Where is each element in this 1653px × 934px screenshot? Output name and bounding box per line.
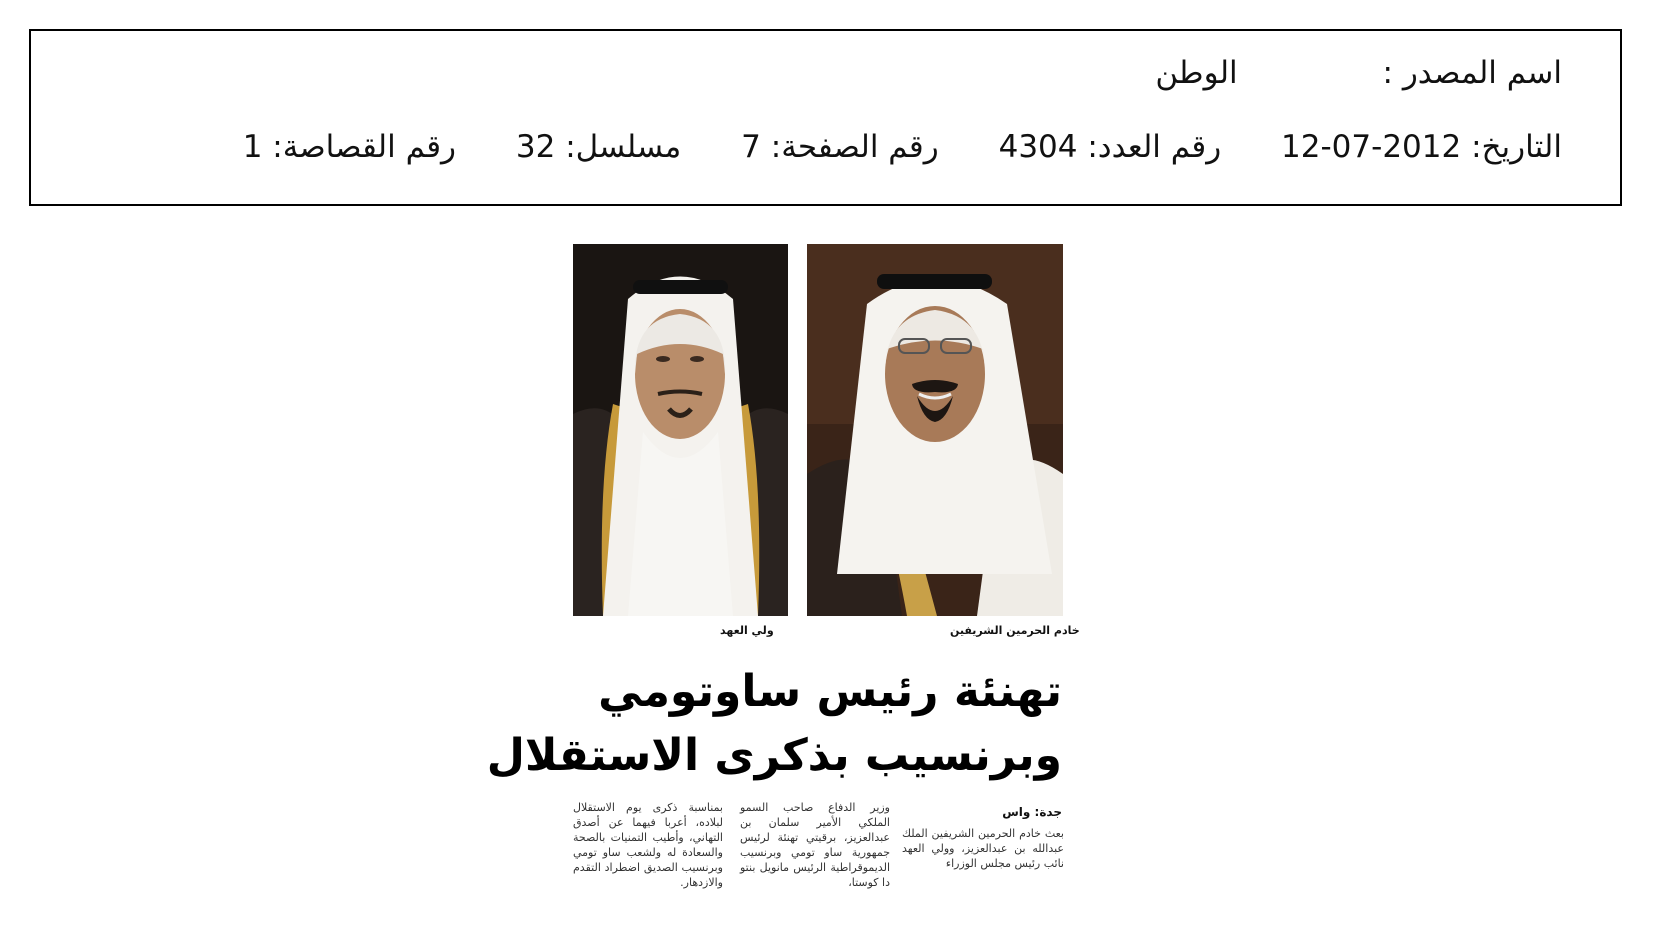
issue-label: رقم العدد: xyxy=(1087,129,1222,165)
source-row xyxy=(1155,53,1562,93)
source-value: الوطن xyxy=(1155,55,1238,91)
serial-label: مسلسل: xyxy=(565,129,682,165)
dateline: جدة: واس xyxy=(1002,805,1062,819)
date-value: 2012-07-12 xyxy=(1281,129,1462,165)
crown-prince-caption: ولي العهد xyxy=(720,624,774,637)
source-label: اسم المصدر : xyxy=(1382,55,1562,91)
clip-number-label: رقم القصاصة: xyxy=(272,129,457,165)
clip-number-value: 1 xyxy=(242,129,263,165)
clipping-metadata-box xyxy=(29,29,1622,206)
clip-number-field xyxy=(243,127,456,167)
article-column-right: بعث خادم الحرمين الشريفين الملك عبدالله بن عبدالعزيز، وولي العهد نائب رئيس مجلس الوزراء xyxy=(902,827,1064,870)
article-column-left: بمناسبة ذكرى يوم الاستقلال لبلاده، أعربا فيهما عن أصدق التهاني، وأطيب التمنيات بالصحة والسعادة له ولشعب ساو تومي وبرنسيب الصديق اضطراد التقدم والازدهار. xyxy=(573,801,723,889)
page-value: 7 xyxy=(741,129,761,165)
page-label: رقم الصفحة: xyxy=(770,129,939,165)
article-column-middle: وزير الدفاع صاحب السمو الملكي الأمير سلمان بن عبدالعزيز، برقيتي تهنئة لرئيس جمهورية ساو تومي وبرنسيب الديموقراطية الرئيس مانويل بنتو دا كوستا، xyxy=(740,801,890,889)
crown-prince-photo xyxy=(573,244,788,616)
headline-line-1: تهنئة رئيس ساوتومي xyxy=(598,666,1062,717)
date-label: التاريخ: xyxy=(1471,129,1562,165)
serial-value: 32 xyxy=(515,129,556,165)
date-field xyxy=(1281,127,1562,167)
custodian-caption: خادم الحرمين الشريفين xyxy=(950,624,1080,637)
custodian-photo xyxy=(807,244,1063,616)
issue-field xyxy=(999,127,1222,167)
headline-line-2: وبرنسيب بذكرى الاستقلال xyxy=(486,730,1062,781)
newspaper-clipping xyxy=(486,240,1080,920)
issue-value: 4304 xyxy=(998,129,1078,165)
details-row xyxy=(243,127,1562,167)
page-field xyxy=(741,127,939,167)
serial-field xyxy=(516,127,681,167)
